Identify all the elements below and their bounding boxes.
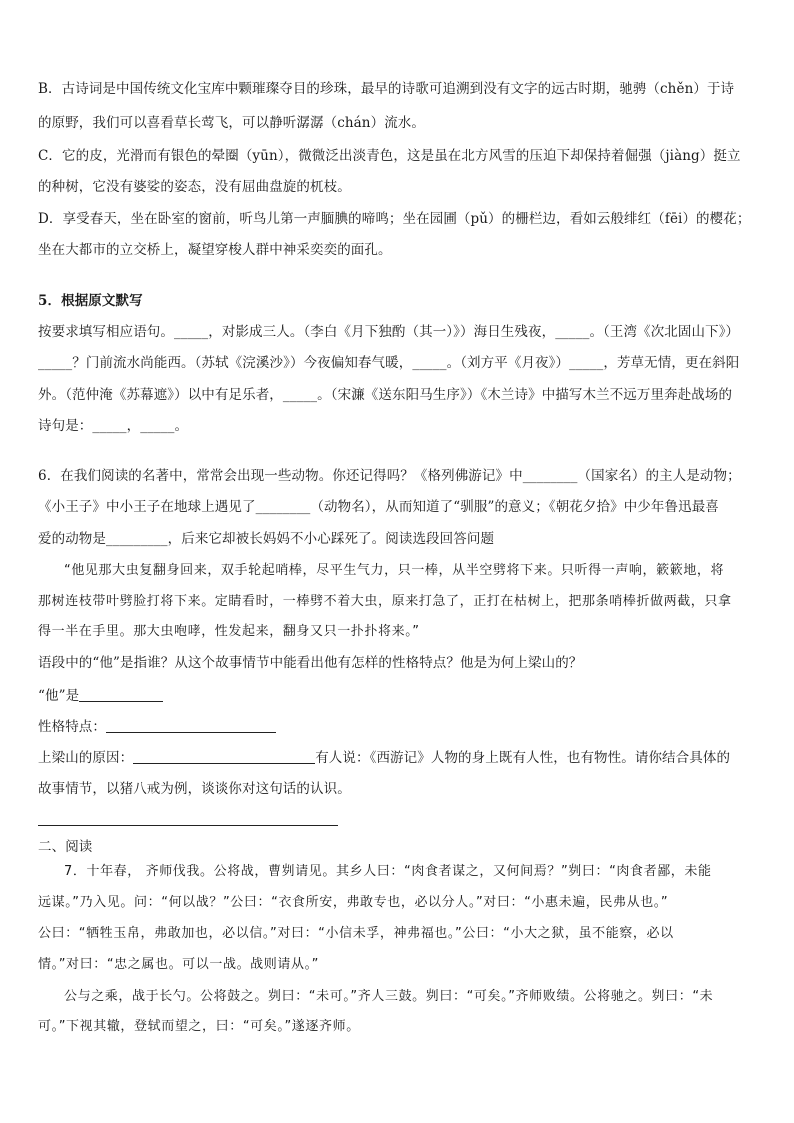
q6-passage-line-3: 得一半在手里。那大虫咆哮，性发起来，翻身又只一扑扑将来。” <box>38 624 420 639</box>
q6-xiyouji-prompt-line-2: 故事情节，以猪八戒为例，谈谈你对这句话的认识。 <box>38 781 351 797</box>
q6-answer-who-row <box>38 686 762 706</box>
option-d-line-2: 坐在大都市的立交桥上，凝望穿梭人群中神采奕奕的面孔。 <box>38 242 392 258</box>
q6-answer-reason-label: 上梁山的原因： <box>38 750 134 766</box>
option-b-line-2: 的原野，我们可以喜看草长莺飞，可以静听潺潺（chán）流水。 <box>38 115 425 131</box>
answer-reason-blank[interactable] <box>133 749 315 764</box>
q5-line-4: 诗句是：_____，_____。 <box>38 418 189 434</box>
q6-passage-line-1: “他见那大虫复翻身回来，双手轮起哨棒，尽平生气力，只一棒，从半空劈将下来。只听得一声响，簌簌地，将 <box>64 563 725 578</box>
q5-line-1: 按要求填写相应语句。_____，对影成三人。（李白《月下独酌（其一）》）海日生残夜，_____。（王湾《次北固山下》） <box>38 324 740 340</box>
q6-answer-reason-row <box>38 748 762 768</box>
q6-answer-trait-row <box>38 717 762 737</box>
q6-question: 语段中的“他”是指谁？从这个故事情节中能看出他有怎样的性格特点？他是为何上梁山的？ <box>38 655 583 671</box>
q6-passage-line-2: 那树连枝带叶劈脸打将下来。定睛看时，一棒劈不着大虫，原来打急了，正打在枯树上，把那条哨棒折做两截，只拿 <box>38 594 732 609</box>
q7-line-2: 远谋。”乃入见。问：“何以战？”公曰：“衣食所安，弗敢专也，必以分人。”对曰：“小惠未遍，民弗从也。” <box>38 895 669 910</box>
q7-line-3: 公曰：“牺牲玉帛，弗敢加也，必以信。”对曰：“小信未孚，神弗福也。”公曰：“小大之狱，虽不能察，必以 <box>38 926 674 941</box>
option-c-line-1: C．它的皮，光滑而有银色的晕圈（yūn），微微泛出淡青色，这是虽在北方风雪的压迫下却保持着倔强（jiàng）挺立 <box>38 148 741 164</box>
answer-who-blank[interactable] <box>79 687 163 702</box>
q7-line-6: 可。”下视其辙，登轼而望之，曰：“可矣。”遂逐齐师。 <box>38 1019 360 1034</box>
option-d-line-1: D．享受春天，坐在卧室的窗前，听鸟儿第一声腼腆的啼鸣；坐在园圃（pǔ）的栅栏边，看如云般绯红（fēi）的樱花； <box>38 211 751 227</box>
q5-title: 5．根据原文默写 <box>38 293 143 309</box>
q6-xiyouji-prompt: 有人说：《西游记》人物的身上既有人性，也有物性。请你结合具体的 <box>315 750 731 766</box>
answer-trait-blank[interactable] <box>106 718 276 733</box>
section-2-title: 二、阅读 <box>38 839 93 855</box>
q6-answer-who-label: “他”是 <box>38 688 80 704</box>
q6-answer-trait-label: 性格特点： <box>38 719 106 735</box>
q6-line-1: 6．在我们阅读的名著中，常常会出现一些动物。你还记得吗？《格列佛游记》中________（国家名）的主人是动物； <box>38 468 741 484</box>
option-b-line-1: B．古诗词是中国传统文化宝库中颗璀璨夺目的珍珠，最早的诗歌可追溯到没有文字的远古时期，驰骋（chěn）于诗 <box>38 81 735 97</box>
q7-line-4: 情。”对曰：“忠之属也。可以一战。战则请从。” <box>38 957 320 972</box>
option-c-line-2: 的种树，它没有婆娑的姿态，没有屈曲盘旋的杌枝。 <box>38 179 351 195</box>
section-divider <box>38 825 338 826</box>
q6-line-3: 爱的动物是_________，后来它却被长妈妈不小心踩死了。阅读选段回答问题 <box>38 531 495 547</box>
q6-line-2: 《小王子》中小王子在地球上遇见了________（动物名），从而知道了“驯服”的意义；《朝花夕拾》中少年鲁迅最喜 <box>38 499 719 515</box>
q5-line-2: _____？门前流水尚能西。（苏轼《浣溪沙》）今夜偏知春气暖，_____。（刘方平《月夜》）_____，芳草无情，更在斜阳 <box>38 355 740 371</box>
q7-line-5: 公与之乘，战于长勺。公将鼓之。刿曰：“未可。”齐人三鼓。刿曰：“可矣。”齐师败绩。公将驰之。刿曰：“未 <box>64 989 714 1004</box>
q5-line-3: 外。（范仲淹《苏幕遮》）以中有足乐者，_____。（宋濂《送东阳马生序》）《木兰诗》中描写木兰不远万里奔赴战场的 <box>38 387 733 403</box>
q7-line-1: 7．十年春， 齐师伐我。公将战，曹刿请见。其乡人曰：“肉食者谋之，又何间焉？”刿曰：“肉食者鄙，未能 <box>64 864 712 879</box>
